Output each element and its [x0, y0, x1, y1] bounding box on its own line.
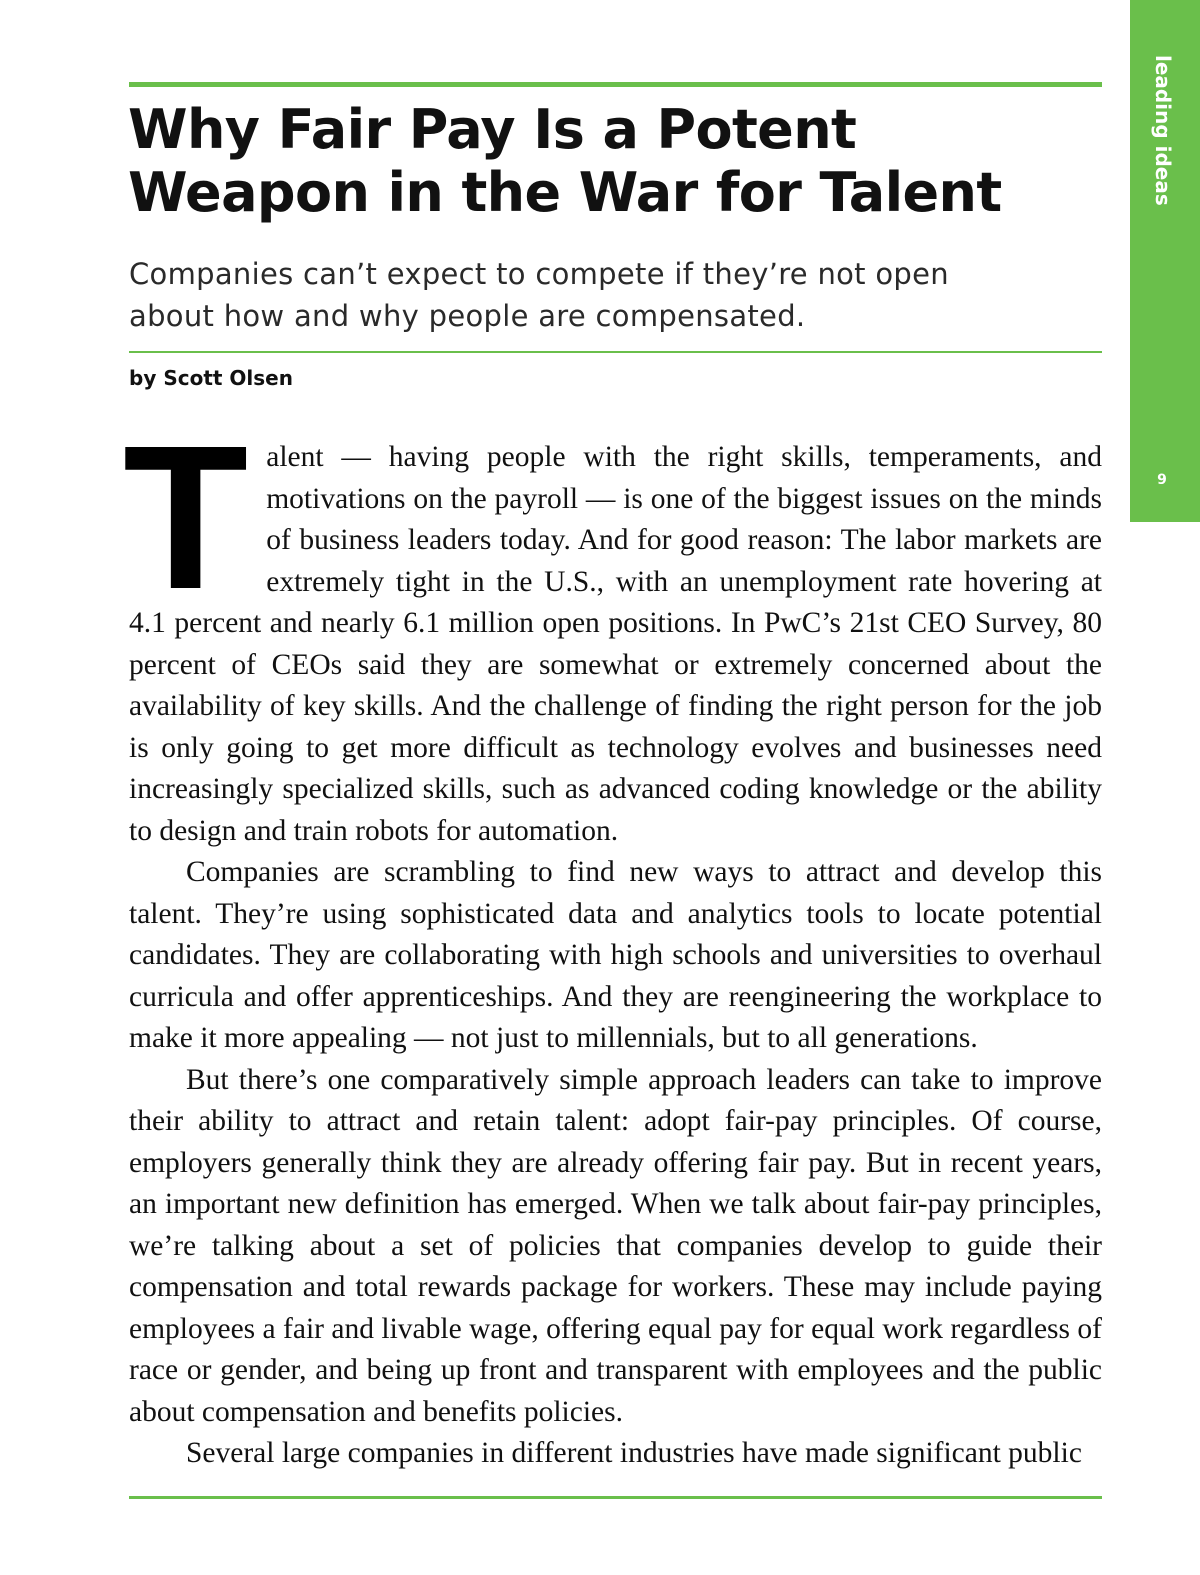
article-body [123, 403, 1102, 1475]
paragraph-1 [123, 403, 1102, 852]
paragraph-2: Companies are scrambling to find new ways to attract and develop this talent. They’re using sophisticated data and analytics tools to locate potential candidates. They are collaborating with high schools and universities to overhaul curricula and offer apprenticeships. And they are reengineering the workplace to make it more appealing — not just to millennials, but to all generations. [129, 856, 1102, 1054]
bottom-rule [129, 1496, 1102, 1499]
paragraph-4: Several large companies in different industries have made significant public [186, 1437, 1082, 1469]
paragraph-3: But there’s one comparatively simple approach leaders can take to improve their ability to attract and retain talent: adopt fair-pay principles. Of course, employers generally think they are already offering fair pay. But in recent years, an important new definition has emerged. When we talk about fair-pay principles, we’re talking about a set of policies that companies develop to guide their compensation and total rewards package for workers. These may include paying employees a fair and livable wage, offering equal pay for equal work regardless of race or gender, and being up front and transparent with employees and the public about compensation and benefits policies. [129, 1063, 1102, 1428]
byline: by Scott Olsen [129, 366, 293, 390]
article-subtitle: Companies can’t expect to compete if they’re not open about how and why people are compensated. [129, 257, 949, 333]
article-title: Why Fair Pay Is a Potent Weapon in the War for Talent [128, 98, 1002, 224]
subtitle-rule [129, 351, 1102, 353]
section-label: leading ideas [1151, 55, 1175, 206]
drop-cap: T [123, 403, 249, 632]
top-rule [129, 82, 1102, 87]
page-number: 9 [1157, 472, 1167, 488]
paragraph-1-text: alent — having people with the right skills, temperaments, and motivations on the payroll — is one of the biggest issues on the minds of business leaders today. And for good reason: The labor markets are extremely tight in the U.S., with an unemployment rate hovering at 4.1 percent and nearly 6.1 million open positions. In PwC’s 21st CEO Survey, 80 percent of CEOs said they are somewhat or extremely concerned about the availability of key skills. And the challenge of finding the right person for the job is only going to get more difficult as technology evolves and businesses need increasingly specialized skills, such as advanced coding knowledge or the ability to design and train robots for automation. [129, 441, 1102, 847]
